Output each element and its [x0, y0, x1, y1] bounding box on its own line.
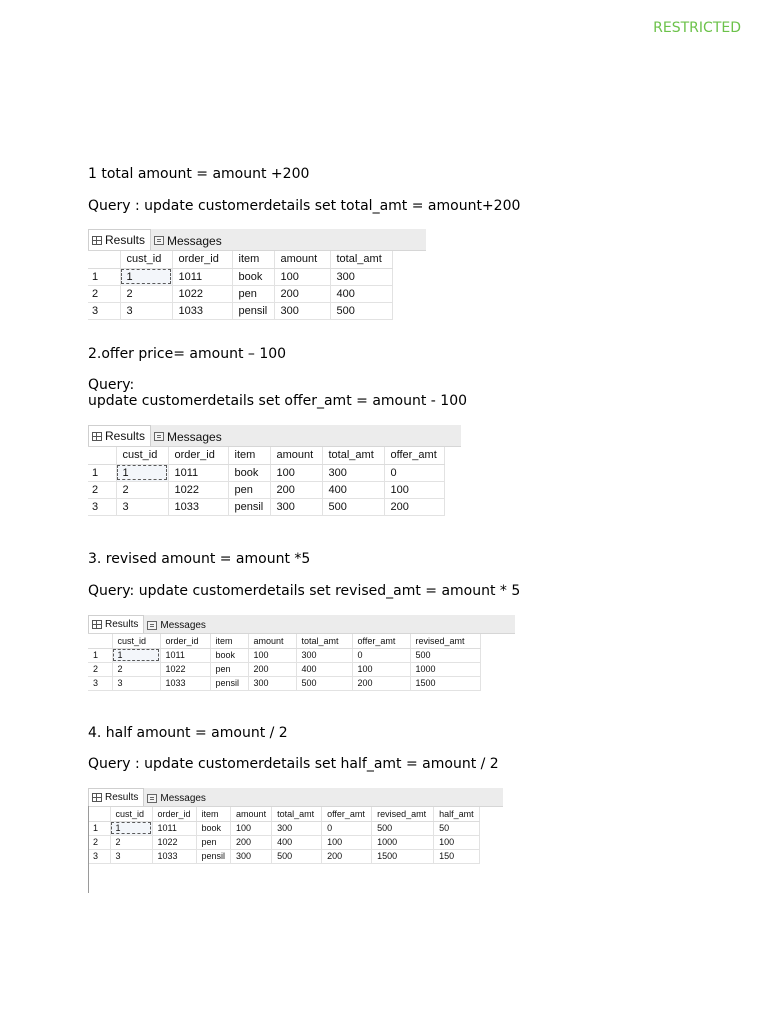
table-cell[interactable]: 200	[352, 676, 410, 690]
results-screenshot-1	[88, 229, 426, 320]
tab-results-label: Results	[105, 233, 146, 247]
table-cell[interactable]: pen	[232, 285, 274, 302]
table-cell[interactable]: 2	[112, 662, 160, 676]
table-cell[interactable]: 1033	[152, 849, 196, 863]
column-header-order-id[interactable]: order_id	[160, 634, 210, 648]
table-row	[88, 481, 444, 498]
table-row	[88, 285, 392, 302]
section-3-heading: 3. revised amount = amount *5	[88, 551, 311, 567]
table-cell[interactable]: book	[210, 648, 248, 662]
results-screenshot-4	[88, 788, 503, 893]
table-cell[interactable]: pensil	[210, 676, 248, 690]
column-header-item[interactable]: item	[232, 251, 274, 268]
row-number[interactable]: 1	[88, 464, 116, 481]
corner-cell[interactable]	[88, 807, 110, 821]
table-row	[88, 662, 480, 676]
table-row	[88, 676, 480, 690]
column-header-offer-amt[interactable]: offer_amt	[384, 447, 444, 464]
table-cell[interactable]: 1	[112, 648, 160, 662]
table-cell[interactable]: pen	[196, 835, 231, 849]
table-cell[interactable]: 100	[322, 835, 372, 849]
table-cell[interactable]: 1500	[372, 849, 434, 863]
table-header-row	[88, 251, 392, 268]
table-cell[interactable]: 300	[231, 849, 272, 863]
table-cell[interactable]: 2	[110, 835, 152, 849]
tab-messages[interactable]	[144, 790, 211, 806]
table-cell[interactable]: book	[232, 268, 274, 285]
results-table	[88, 251, 393, 320]
grid-border	[88, 806, 89, 893]
table-cell[interactable]: 200	[270, 481, 322, 498]
column-header-total-amt[interactable]: total_amt	[330, 251, 392, 268]
table-row	[88, 302, 392, 319]
table-cell[interactable]: book	[196, 821, 231, 835]
table-cell[interactable]: 3	[110, 849, 152, 863]
result-tabs	[88, 788, 503, 807]
grid-icon	[92, 236, 102, 245]
table-cell[interactable]: 1011	[168, 464, 228, 481]
table-cell[interactable]: 1011	[152, 821, 196, 835]
table-header-row	[88, 447, 444, 464]
results-table	[88, 807, 480, 864]
grid-icon	[92, 432, 102, 441]
result-tabs	[88, 229, 426, 251]
results-table	[88, 634, 481, 691]
table-cell[interactable]: 500	[372, 821, 434, 835]
table-cell[interactable]: 1033	[172, 302, 232, 319]
table-cell[interactable]: pensil	[196, 849, 231, 863]
table-cell[interactable]: 300	[270, 498, 322, 515]
table-cell[interactable]: 500	[322, 498, 384, 515]
table-cell[interactable]: 1011	[172, 268, 232, 285]
messages-icon	[147, 794, 157, 803]
grid-icon	[92, 793, 102, 802]
column-header-amount[interactable]: amount	[270, 447, 322, 464]
table-cell[interactable]: 200	[274, 285, 330, 302]
table-cell[interactable]: pensil	[228, 498, 270, 515]
table-cell[interactable]: 100	[270, 464, 322, 481]
table-cell[interactable]: 1	[116, 464, 168, 481]
grid-icon	[92, 620, 102, 629]
tab-messages[interactable]	[151, 427, 227, 446]
row-number[interactable]: 3	[88, 849, 110, 863]
section-4-query: Query : update customerdetails set half_amt = amount / 2	[88, 756, 499, 772]
table-cell[interactable]: 200	[248, 662, 296, 676]
table-cell[interactable]: 300	[296, 648, 352, 662]
column-header-total-amt[interactable]: total_amt	[272, 807, 322, 821]
column-header-offer-amt[interactable]: offer_amt	[352, 634, 410, 648]
table-header-row	[88, 634, 480, 648]
section-2-query: update customerdetails set offer_amt = amount - 100	[88, 393, 468, 409]
table-cell[interactable]: 1011	[160, 648, 210, 662]
table-cell[interactable]: 300	[274, 302, 330, 319]
row-number[interactable]: 2	[88, 481, 116, 498]
row-number[interactable]: 3	[88, 676, 112, 690]
column-header-revised-amt[interactable]: revised_amt	[372, 807, 434, 821]
table-cell[interactable]: 100	[274, 268, 330, 285]
tab-results[interactable]	[88, 425, 151, 446]
column-header-item[interactable]: item	[228, 447, 270, 464]
table-cell[interactable]: 400	[296, 662, 352, 676]
table-cell[interactable]: 1022	[168, 481, 228, 498]
table-cell[interactable]: 500	[330, 302, 392, 319]
table-cell[interactable]: 300	[248, 676, 296, 690]
tab-messages-label: Messages	[160, 619, 206, 631]
tab-results[interactable]	[88, 229, 151, 250]
table-row	[88, 835, 480, 849]
section-2-query-label: Query:	[88, 377, 135, 393]
result-tabs	[88, 425, 461, 447]
section-4-heading: 4. half amount = amount / 2	[88, 725, 288, 741]
table-cell[interactable]: 2	[116, 481, 168, 498]
table-cell[interactable]: 100	[352, 662, 410, 676]
table-cell[interactable]: 400	[322, 481, 384, 498]
tab-messages-label: Messages	[160, 792, 206, 804]
table-cell[interactable]: 300	[330, 268, 392, 285]
corner-cell[interactable]	[88, 634, 112, 648]
row-number[interactable]: 2	[88, 835, 110, 849]
table-row	[88, 268, 392, 285]
column-header-amount[interactable]: amount	[274, 251, 330, 268]
tab-messages-label: Messages	[167, 429, 222, 444]
table-cell[interactable]: 100	[384, 481, 444, 498]
table-cell[interactable]: 300	[322, 464, 384, 481]
column-header-revised-amt[interactable]: revised_amt	[410, 634, 480, 648]
table-cell[interactable]: 50	[434, 821, 480, 835]
table-cell[interactable]: 300	[272, 821, 322, 835]
results-table	[88, 447, 445, 516]
section-1-query: Query : update customerdetails set total_amt = amount+200	[88, 198, 521, 214]
column-header-item[interactable]: item	[196, 807, 231, 821]
row-number[interactable]: 1	[88, 821, 110, 835]
table-cell[interactable]: 0	[322, 821, 372, 835]
classification-label: RESTRICTED	[653, 20, 741, 36]
table-cell[interactable]: 1500	[410, 676, 480, 690]
table-cell[interactable]: 100	[434, 835, 480, 849]
tab-messages[interactable]	[144, 617, 211, 633]
section-3-query: Query: update customerdetails set revised_amt = amount * 5	[88, 583, 521, 599]
row-number[interactable]: 2	[88, 285, 120, 302]
table-cell[interactable]: 3	[112, 676, 160, 690]
table-row	[88, 498, 444, 515]
column-header-amount[interactable]: amount	[231, 807, 272, 821]
table-cell[interactable]: 1	[120, 268, 172, 285]
corner-cell[interactable]	[88, 447, 116, 464]
table-header-row	[88, 807, 480, 821]
table-cell[interactable]: 400	[272, 835, 322, 849]
messages-icon	[154, 236, 164, 245]
table-cell[interactable]: 500	[296, 676, 352, 690]
row-number[interactable]: 1	[88, 648, 112, 662]
row-number[interactable]: 3	[88, 498, 116, 515]
column-header-cust-id[interactable]: cust_id	[110, 807, 152, 821]
column-header-half-amt[interactable]: half_amt	[434, 807, 480, 821]
table-cell[interactable]: 200	[322, 849, 372, 863]
messages-icon	[154, 432, 164, 441]
table-cell[interactable]: 3	[120, 302, 172, 319]
results-screenshot-3	[88, 615, 515, 691]
table-cell[interactable]: 200	[231, 835, 272, 849]
table-cell[interactable]: 1	[110, 821, 152, 835]
section-2-heading: 2.offer price= amount – 100	[88, 346, 287, 362]
tab-results[interactable]	[88, 788, 144, 806]
table-row	[88, 464, 444, 481]
tab-results[interactable]	[88, 615, 144, 633]
table-cell[interactable]: book	[228, 464, 270, 481]
table-cell[interactable]: 1022	[152, 835, 196, 849]
table-cell[interactable]: 100	[248, 648, 296, 662]
tab-results-label: Results	[105, 792, 139, 803]
result-tabs	[88, 615, 515, 634]
row-number[interactable]: 2	[88, 662, 112, 676]
table-cell[interactable]: pensil	[232, 302, 274, 319]
table-cell[interactable]: 1033	[160, 676, 210, 690]
table-cell[interactable]: 1033	[168, 498, 228, 515]
column-header-item[interactable]: item	[210, 634, 248, 648]
column-header-cust-id[interactable]: cust_id	[112, 634, 160, 648]
table-cell[interactable]: 1000	[372, 835, 434, 849]
row-number[interactable]: 1	[88, 268, 120, 285]
column-header-total-amt[interactable]: total_amt	[296, 634, 352, 648]
column-header-offer-amt[interactable]: offer_amt	[322, 807, 372, 821]
column-header-amount[interactable]: amount	[248, 634, 296, 648]
table-cell[interactable]: 0	[352, 648, 410, 662]
column-header-cust-id[interactable]: cust_id	[120, 251, 172, 268]
table-cell[interactable]: 1022	[160, 662, 210, 676]
table-cell[interactable]: 0	[384, 464, 444, 481]
column-header-order-id[interactable]: order_id	[172, 251, 232, 268]
table-cell[interactable]: 150	[434, 849, 480, 863]
table-cell[interactable]: pen	[228, 481, 270, 498]
table-cell[interactable]: 2	[120, 285, 172, 302]
results-screenshot-2	[88, 425, 461, 516]
table-cell[interactable]: 500	[272, 849, 322, 863]
table-cell[interactable]: 3	[116, 498, 168, 515]
table-cell[interactable]: 400	[330, 285, 392, 302]
tab-messages[interactable]	[151, 231, 227, 250]
messages-icon	[147, 621, 157, 630]
tab-results-label: Results	[105, 619, 139, 630]
column-header-order-id[interactable]: order_id	[168, 447, 228, 464]
table-cell[interactable]: 100	[231, 821, 272, 835]
tab-results-label: Results	[105, 429, 146, 443]
table-row	[88, 648, 480, 662]
table-cell[interactable]: 500	[410, 648, 480, 662]
column-header-total-amt[interactable]: total_amt	[322, 447, 384, 464]
table-cell[interactable]: pen	[210, 662, 248, 676]
corner-cell[interactable]	[88, 251, 120, 268]
table-cell[interactable]: 1000	[410, 662, 480, 676]
table-cell[interactable]: 200	[384, 498, 444, 515]
table-row	[88, 821, 480, 835]
table-row	[88, 849, 480, 863]
table-cell[interactable]: 1022	[172, 285, 232, 302]
row-number[interactable]: 3	[88, 302, 120, 319]
column-header-cust-id[interactable]: cust_id	[116, 447, 168, 464]
tab-messages-label: Messages	[167, 233, 222, 248]
column-header-order-id[interactable]: order_id	[152, 807, 196, 821]
section-1-heading: 1 total amount = amount +200	[88, 166, 310, 182]
